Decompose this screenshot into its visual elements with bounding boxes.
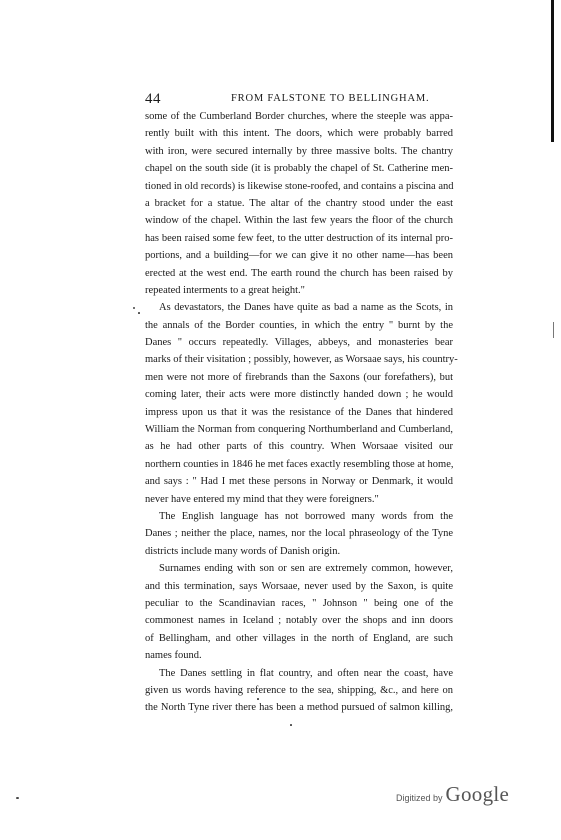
text-line: never have entered my mind that they were foreigners."	[145, 493, 379, 505]
text-line: of Bellingham, and other villages in the north of England, are such	[145, 632, 453, 644]
text-line: given us words having reference to the sea, shipping, &c., and here on	[145, 684, 453, 696]
text-line: Surnames ending with son or sen are extremely common, however,	[159, 563, 453, 575]
text-line: William the Norman from conquering Northumberland and Cumberland,	[145, 424, 453, 436]
page-number: 44	[145, 91, 161, 107]
text-line: some of the Cumberland Border churches, where the steeple was appa-	[145, 111, 453, 122]
text-line: As devastators, the Danes have quite as bad a name as the Scots, in	[159, 302, 453, 314]
text-line: the North Tyne river there has been a method pursued of salmon killing,	[145, 702, 453, 714]
text-line: with iron, were secured internally by three massive bolts. The chantry	[145, 145, 453, 157]
page-edge-tick	[553, 322, 554, 338]
text-line: The English language has not borrowed many words from the	[159, 510, 453, 522]
text-line: has been raised some few feet, to the utter destruction of its internal pro-	[145, 232, 453, 244]
text-line: marks of their visitation ; possibly, however, as Worsaae says, his country-	[145, 354, 458, 366]
text-line: the annals of the Border counties, in which the entry " burnt by the	[145, 319, 453, 331]
page-edge-line	[551, 0, 554, 142]
text-line: rently built with this intent. The doors, which were probably barred	[145, 128, 453, 140]
body-text	[145, 108, 458, 717]
digitized-by-label: Digitized by	[396, 793, 443, 803]
text-line: northern counties in 1846 he met faces exactly resembling those at home,	[145, 458, 454, 470]
text-line: The Danes settling in flat country, and often near the coast, have	[159, 667, 453, 679]
text-line: districts include many words of Danish origin.	[145, 545, 341, 557]
text-line: names found.	[145, 650, 202, 662]
scan-speck	[257, 698, 259, 700]
text-line: coming later, their acts were more distinctly handed down ; he would	[145, 389, 453, 401]
scan-speck	[290, 724, 292, 726]
text-line: a bracket for a statue. The altar of the chantry stood under the east	[145, 197, 453, 209]
text-line: portions, and a building—for we can give it no other name—has been	[145, 250, 453, 262]
google-logo: Google	[445, 782, 510, 806]
text-line: men were not more of firebrands than the Saxons (our forefathers), but	[145, 371, 453, 383]
text-line: tioned in old records) is likewise stone-roofed, and contains a piscina and	[145, 180, 454, 192]
text-line: repeated interments to a great height."	[145, 284, 305, 296]
page-header	[145, 90, 453, 108]
scan-speck	[133, 307, 135, 309]
text-line: chapel on the south side (it is probably the chapel of St. Catherine men-	[145, 163, 453, 175]
digitized-watermark	[396, 782, 509, 812]
text-line: and this termination, says Worsaae, never used by the Saxon, is quite	[145, 580, 453, 592]
text-line: impress upon us that it was the resistance of the Danes that hindered	[145, 406, 453, 418]
text-line: erected at the west end. The earth round the church has been raised by	[145, 267, 453, 279]
scan-speck	[138, 312, 140, 314]
text-line: and says : " Had I met these persons in Norway or Denmark, it would	[145, 476, 453, 488]
text-line: Danes ; neither the place, names, nor the local phraseology of the Tyne	[145, 528, 453, 540]
text-line: as he had other parts of this country. When Worsaae visited our	[145, 441, 453, 453]
text-line: Danes " occurs repeatedly. Villages, abbeys, and monasteries bear	[145, 337, 453, 349]
text-line: peculiar to the Scandinavian races, " Johnson " being one of the	[145, 597, 453, 609]
scan-speck	[16, 797, 19, 799]
text-line: window of the chapel. Within the last few years the floor of the church	[145, 215, 453, 227]
text-line: commonest names in Iceland ; notably over the shops and inn doors	[145, 615, 453, 627]
running-head: FROM FALSTONE TO BELLINGHAM.	[231, 93, 430, 104]
